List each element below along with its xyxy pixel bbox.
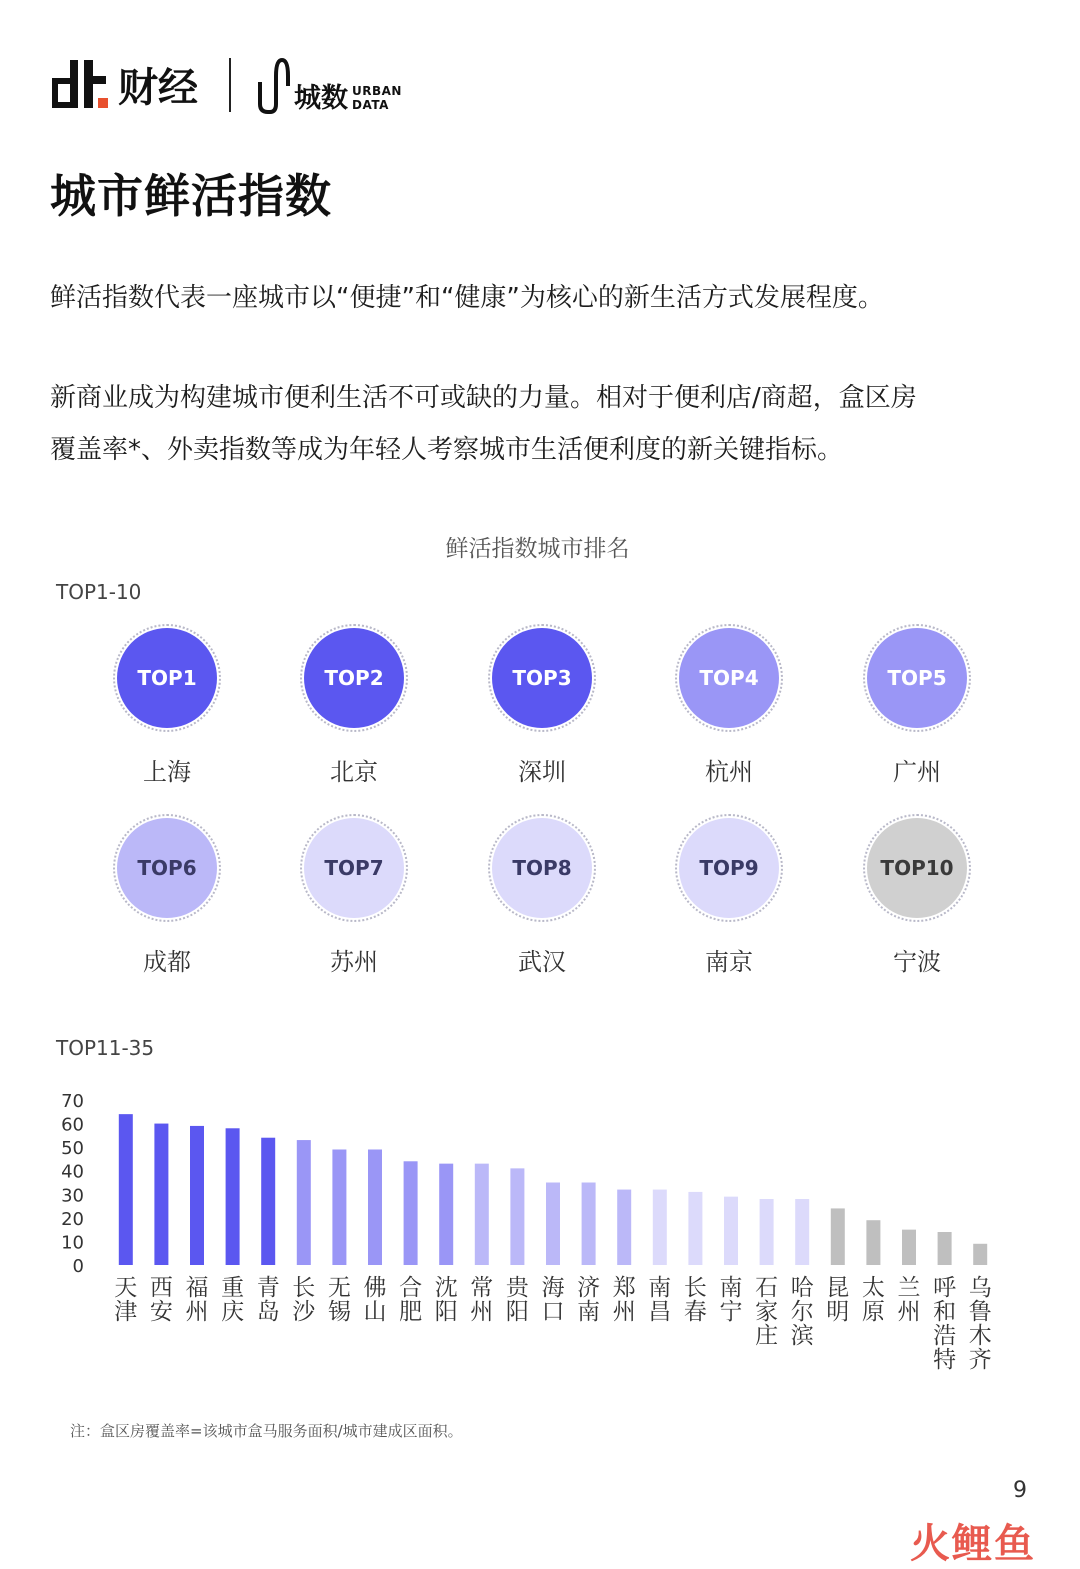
bar-呼和浩特	[938, 1232, 952, 1265]
x-category-label: 南宁	[719, 1275, 743, 1325]
rank-item-8	[487, 814, 597, 977]
bar-南昌	[653, 1190, 667, 1265]
y-tick-label: 40	[61, 1161, 84, 1183]
x-category-label: 长春	[683, 1275, 707, 1325]
rank-item-4	[674, 624, 784, 787]
bar-无锡	[332, 1150, 346, 1266]
rank-city-name: 杭州	[705, 758, 753, 786]
bar-石家庄	[760, 1199, 774, 1265]
top11-35-bar-chart	[50, 1085, 1010, 1385]
x-category-label: 西安	[149, 1275, 173, 1325]
y-tick-label: 30	[61, 1185, 84, 1207]
rank-circle-ring	[863, 624, 971, 732]
rank-badge: TOP4	[679, 628, 779, 728]
rank-city-name: 广州	[893, 758, 941, 786]
x-category-label: 常州	[470, 1275, 494, 1325]
bar-济南	[582, 1183, 596, 1266]
footnote: 注：盒区房覆盖率=该城市盒马服务面积/城市建成区面积。	[70, 1422, 463, 1440]
rank-circle-ring	[675, 624, 783, 732]
y-tick-label: 60	[61, 1114, 84, 1136]
bar-天津	[119, 1114, 133, 1265]
top10-section-label: TOP1-10	[56, 580, 142, 604]
x-category-label: 石家庄	[755, 1275, 779, 1349]
intro-paragraph-1: 鲜活指数代表一座城市以“便捷”和“健康”为核心的新生活方式发展程度。	[50, 283, 884, 313]
x-category-label: 南昌	[648, 1275, 672, 1325]
x-category-label: 合肥	[399, 1275, 423, 1325]
rank-item-9	[674, 814, 784, 977]
brand-ud-text: 城数	[294, 83, 348, 114]
rank-badge: TOP9	[679, 818, 779, 918]
bar-郑州	[617, 1190, 631, 1265]
y-tick-label: 0	[72, 1256, 84, 1277]
x-category-label: 佛山	[363, 1275, 387, 1325]
dt-logo-mark	[52, 60, 116, 108]
bar-哈尔滨	[795, 1199, 809, 1265]
rank-city-name: 南京	[705, 948, 753, 976]
rank-city-name: 深圳	[518, 758, 566, 786]
rank-item-5	[862, 624, 972, 787]
rank-item-6	[112, 814, 222, 977]
x-category-label: 哈尔滨	[790, 1275, 814, 1349]
dt-finance-logo	[52, 58, 198, 111]
rank-badge: TOP10	[867, 818, 967, 918]
top11-35-section-label: TOP11-35	[56, 1036, 155, 1060]
rank-city-name: 上海	[143, 758, 191, 786]
rank-badge: TOP8	[492, 818, 592, 918]
brand-ud-sub-line1: URBAN	[352, 84, 402, 98]
bar-沈阳	[439, 1164, 453, 1265]
rank-city-name: 成都	[143, 948, 191, 976]
bar-昆明	[831, 1208, 845, 1265]
rank-badge: TOP1	[117, 628, 217, 728]
rank-item-3	[487, 624, 597, 787]
brand-ud-subtitle	[352, 84, 402, 112]
x-category-label: 郑州	[612, 1275, 636, 1325]
bar-青岛	[261, 1138, 275, 1265]
rank-item-2	[299, 624, 409, 787]
bar-长春	[688, 1192, 702, 1265]
rank-circle-ring	[300, 814, 408, 922]
rank-circle-ring	[488, 624, 596, 732]
bar-南宁	[724, 1197, 738, 1265]
x-category-label: 沈阳	[434, 1275, 458, 1325]
bar-海口	[546, 1183, 560, 1266]
bar-佛山	[368, 1150, 382, 1266]
x-category-label: 济南	[577, 1275, 601, 1325]
watermark-logo: 火鲤鱼	[910, 1521, 1036, 1567]
x-category-label: 福州	[185, 1275, 209, 1325]
intro-paragraph-2	[50, 372, 1040, 476]
x-category-label: 太原	[861, 1275, 885, 1325]
rank-city-name: 北京	[330, 758, 378, 786]
bar-常州	[475, 1164, 489, 1265]
y-tick-label: 10	[61, 1232, 84, 1254]
rank-city-name: 苏州	[330, 948, 378, 976]
rank-badge: TOP5	[867, 628, 967, 728]
rank-city-name: 宁波	[893, 948, 941, 976]
bar-太原	[866, 1220, 880, 1265]
brand-dt-text: 财经	[118, 65, 198, 111]
bar-重庆	[226, 1128, 240, 1265]
rank-badge: TOP3	[492, 628, 592, 728]
rank-circle-ring	[300, 624, 408, 732]
rank-item-10	[862, 814, 972, 977]
rank-badge: TOP2	[304, 628, 404, 728]
brand-ud-sub-line2: DATA	[352, 98, 389, 112]
x-category-label: 兰州	[897, 1275, 921, 1325]
x-category-label: 乌鲁木齐	[968, 1275, 992, 1373]
intro-paragraph-2-line-2: 覆盖率*、外卖指数等成为年轻人考察城市生活便利度的新关键指标。	[50, 435, 844, 465]
rank-item-7	[299, 814, 409, 977]
bar-长沙	[297, 1140, 311, 1265]
y-tick-label: 50	[61, 1138, 84, 1160]
rank-badge: TOP7	[304, 818, 404, 918]
x-category-label: 昆明	[826, 1275, 850, 1325]
rank-circle-ring	[113, 624, 221, 732]
x-category-label: 重庆	[221, 1275, 245, 1325]
page-title: 城市鲜活指数	[50, 169, 332, 223]
rank-item-1	[112, 624, 222, 787]
x-category-label: 贵阳	[505, 1275, 529, 1325]
rank-circle-ring	[113, 814, 221, 922]
bar-贵阳	[510, 1168, 524, 1265]
x-category-label: 长沙	[292, 1275, 316, 1325]
bar-乌鲁木齐	[973, 1244, 987, 1265]
rank-city-name: 武汉	[518, 948, 566, 976]
rank-circle-ring	[675, 814, 783, 922]
bar-合肥	[404, 1161, 418, 1265]
x-category-label: 呼和浩特	[933, 1275, 957, 1373]
bar-兰州	[902, 1230, 916, 1265]
y-tick-label: 70	[61, 1091, 84, 1112]
urban-data-logo	[256, 56, 402, 114]
x-category-label: 海口	[541, 1275, 565, 1325]
bar-西安	[154, 1124, 168, 1265]
rank-circle-ring	[488, 814, 596, 922]
intro-paragraph-2-line-1: 新商业成为构建城市便利生活不可或缺的力量。相对于便利店/商超，盒区房	[50, 383, 917, 413]
x-category-label: 青岛	[256, 1275, 280, 1325]
x-category-label: 无锡	[327, 1275, 351, 1325]
page-number: 9	[1013, 1478, 1027, 1503]
chart-title: 鲜活指数城市排名	[445, 536, 630, 562]
y-tick-label: 20	[61, 1208, 84, 1230]
rank-circle-ring	[863, 814, 971, 922]
x-category-label: 天津	[114, 1275, 138, 1325]
bar-福州	[190, 1126, 204, 1265]
logo-divider	[229, 58, 231, 112]
rank-badge: TOP6	[117, 818, 217, 918]
urban-data-logo-mark	[256, 56, 290, 114]
